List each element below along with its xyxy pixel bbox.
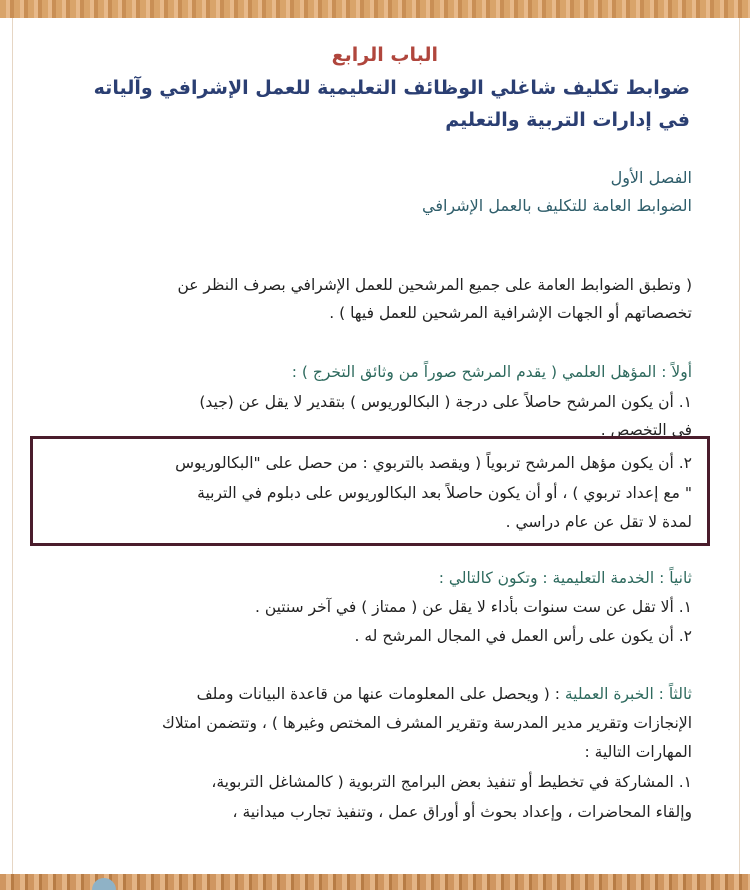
part-title: الباب الرابع	[331, 44, 438, 66]
section3-heading-rest: : ( ويحصل على المعلومات عنها من قاعدة البيانات وملف	[196, 685, 565, 703]
section1-item2-line1: ٢. أن يكون مؤهل المرشح تربوياً ( ويقصد بالتربوي : من حصل على "البكالوريوس	[175, 454, 692, 472]
section3-item1-line2: وإلقاء المحاضرات ، وإعداد بحوث أو أوراق عمل ، وتنفيذ تجارب ميدانية ،	[232, 803, 692, 821]
chapter-label: الفصل الأول	[610, 168, 692, 187]
main-title-line2: في إدارات التربية والتعليم	[445, 109, 690, 131]
section1-heading	[42, 363, 692, 381]
section2-heading-key: ثانياً : الخدمة التعليمية	[552, 569, 692, 587]
section3-item1-line1: ١. المشاركة في تخطيط أو تنفيذ بعض البرامج التربوية ( كالمشاغل التربوية،	[211, 773, 692, 791]
section2-heading	[42, 569, 692, 587]
section3-heading-key: ثالثاً : الخبرة العملية	[564, 685, 692, 703]
section1-item1-line1: ١. أن يكون المرشح حاصلاً على درجة ( البكالوريوس ) بتقدير لا يقل عن (جيد)	[199, 393, 692, 411]
chapter-subtitle: الضوابط العامة للتكليف بالعمل الإشرافي	[422, 196, 692, 215]
intro-line1: ( وتطبق الضوابط العامة على جميع المرشحين للعمل الإشرافي بصرف النظر عن	[177, 276, 692, 294]
section2-heading-rest: : وتكون كالتالي :	[438, 569, 553, 587]
section2-item1: ١. ألا تقل عن ست سنوات بأداء لا يقل عن ( ممتاز ) في آخر سنتين .	[254, 598, 692, 616]
section3-line2: الإنجازات وتقرير مدير المدرسة وتقرير المشرف المختص وغيرها ) ، وتتضمن امتلاك	[162, 714, 692, 732]
intro-line2: تخصصاتهم أو الجهات الإشرافية المرشحين للعمل فيها ) .	[329, 304, 692, 322]
top-decorative-border	[0, 0, 750, 18]
section2-item2: ٢. أن يكون على رأس العمل في المجال المرشح له .	[354, 627, 692, 645]
main-title-line1: ضوابط تكليف شاغلي الوظائف التعليمية للعمل الإشرافي وآلياته	[93, 77, 690, 99]
section3-line3: المهارات التالية :	[584, 743, 692, 761]
section1-item2-line2: " مع إعداد تربوي ) ، أو أن يكون حاصلاً بعد البكالوريوس على دبلوم في التربية	[197, 484, 692, 502]
section1-item2-line3: لمدة لا تقل عن عام دراسي .	[505, 513, 692, 531]
section1-heading-rest: ( يقدم المرشح صوراً من وثائق التخرج ) :	[291, 363, 562, 381]
section3-heading	[42, 685, 692, 703]
section1-item1-line2: في التخصص .	[600, 421, 692, 439]
section1-heading-key: أولاً : المؤهل العلمي	[561, 363, 692, 381]
